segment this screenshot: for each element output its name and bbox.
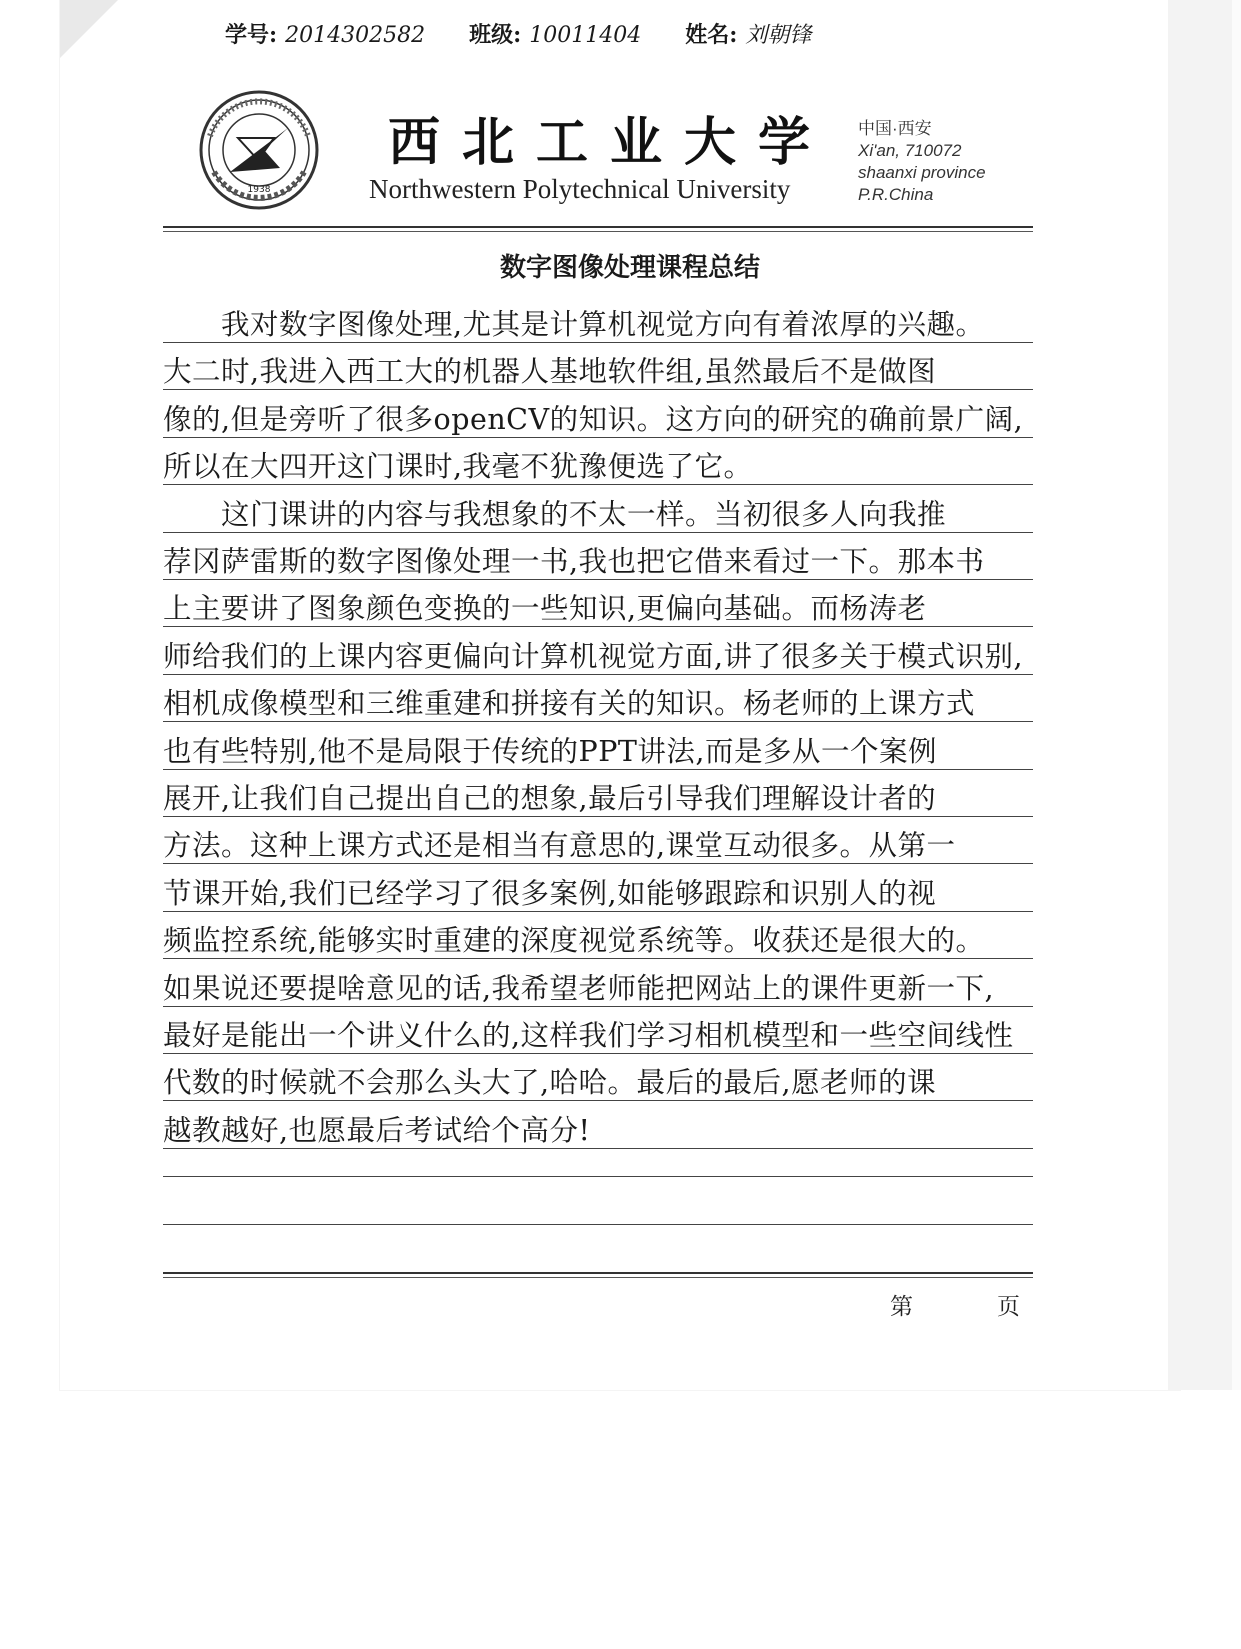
footer-rule-top xyxy=(163,1272,1033,1274)
page-number-footer xyxy=(890,1288,1020,1321)
ruled-line xyxy=(163,484,1033,485)
handwritten-line: 节课开始,我们已经学习了很多案例,如能够跟踪和识别人的视 xyxy=(163,877,937,910)
empty-ruled-line-1 xyxy=(163,1176,1033,1177)
handwritten-line: 也有些特别,他不是局限于传统的PPT讲法,而是多从一个案例 xyxy=(163,735,937,768)
empty-ruled-line-2 xyxy=(163,1224,1033,1225)
ruled-line xyxy=(163,911,1033,912)
footer-rule-bottom xyxy=(163,1277,1033,1278)
name-label: 姓名: xyxy=(685,22,738,48)
address-line-1: 中国·西安 xyxy=(858,119,932,138)
ruled-line xyxy=(163,816,1033,817)
ruled-line xyxy=(163,437,1033,438)
document-title: 数字图像处理课程总结 xyxy=(499,253,760,283)
ruled-line xyxy=(163,863,1033,864)
header-rule-top xyxy=(163,226,1033,228)
ruled-line xyxy=(163,342,1033,343)
handwritten-line: 大二时,我进入西工大的机器人基地软件组,虽然最后不是做图 xyxy=(163,355,937,388)
page-suffix: 页 xyxy=(997,1294,1020,1320)
university-address xyxy=(858,118,1028,206)
handwritten-line: 最好是能出一个讲义什么的,这样我们学习相机模型和一些空间线性 xyxy=(163,1019,1014,1052)
handwritten-line: 师给我们的上课内容更偏向计算机视觉方面,讲了很多关于模式识别, xyxy=(163,640,1024,673)
address-line-4: P.R.China xyxy=(858,185,934,204)
student-info xyxy=(225,18,847,52)
folded-corner xyxy=(60,0,118,58)
handwritten-line: 越教越好,也愿最后考试给个高分! xyxy=(163,1114,591,1147)
scan-edge-right xyxy=(1232,0,1241,1390)
page-prefix: 第 xyxy=(890,1294,913,1320)
ruled-line xyxy=(163,626,1033,627)
class-label: 班级: xyxy=(469,22,522,48)
ruled-line xyxy=(163,1100,1033,1101)
handwritten-line: 如果说还要提啥意见的话,我希望老师能把网站上的课件更新一下, xyxy=(163,972,995,1005)
university-name-english: Northwestern Polytechnical University xyxy=(369,174,791,204)
address-line-2: Xi'an, 710072 xyxy=(858,141,962,160)
handwritten-line: 荐冈萨雷斯的数字图像处理一书,我也把它借来看过一下。那本书 xyxy=(163,545,985,578)
ruled-line xyxy=(163,389,1033,390)
ruled-line xyxy=(163,958,1033,959)
ruled-line xyxy=(163,1053,1033,1054)
handwritten-line: 像的,但是旁听了很多openCV的知识。这方向的研究的确前景广阔, xyxy=(163,403,1024,436)
student-id-label: 学号: xyxy=(225,22,278,48)
handwritten-line: 我对数字图像处理,尤其是计算机视觉方向有着浓厚的兴趣。 xyxy=(221,308,985,341)
ruled-line xyxy=(163,674,1033,675)
name-value: 刘朝锋 xyxy=(745,23,812,48)
ruled-line xyxy=(163,579,1033,580)
ruled-line xyxy=(163,1006,1033,1007)
ruled-line xyxy=(163,721,1033,722)
ruled-line xyxy=(163,532,1033,533)
seal-year: 1938 xyxy=(247,185,271,195)
ruled-line xyxy=(163,769,1033,770)
handwritten-line: 所以在大四开这门课时,我毫不犹豫便选了它。 xyxy=(163,450,753,483)
student-id-value: 2014302582 xyxy=(285,23,426,48)
handwritten-line: 相机成像模型和三维重建和拼接有关的知识。杨老师的上课方式 xyxy=(163,687,976,720)
handwritten-line: 代数的时候就不会那么头大了,哈哈。最后的最后,愿老师的课 xyxy=(163,1066,937,1099)
header-rule-bottom xyxy=(163,231,1033,232)
handwritten-line: 展开,让我们自己提出自己的想象,最后引导我们理解设计者的 xyxy=(163,782,937,815)
handwritten-line: 方法。这种上课方式还是相当有意思的,课堂互动很多。从第一 xyxy=(163,829,956,862)
handwritten-line: 这门课讲的内容与我想象的不太一样。当初很多人向我推 xyxy=(221,498,947,531)
address-line-3: shaanxi province xyxy=(858,163,986,182)
scan-edge xyxy=(1168,0,1241,1390)
university-seal-logo xyxy=(188,88,330,212)
handwritten-line: 上主要讲了图象颜色变换的一些知识,更偏向基础。而杨涛老 xyxy=(163,592,927,625)
class-value: 10011404 xyxy=(529,23,642,48)
ruled-line xyxy=(163,1148,1033,1149)
university-name-chinese: 西北工业大学 xyxy=(388,112,833,173)
handwritten-line: 频监控系统,能够实时重建的深度视觉系统等。收获还是很大的。 xyxy=(163,924,985,957)
